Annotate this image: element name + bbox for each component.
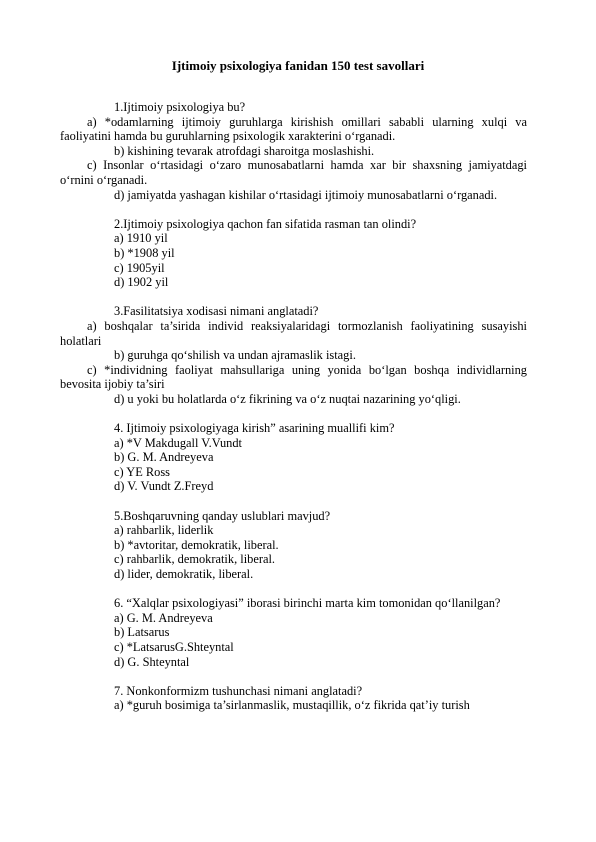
question-text: 2.Ijtimoiy psixologiya qachon fan sifatida rasman tan olindi?	[114, 216, 417, 231]
answer-option-d: d) G. Shteyntal	[114, 654, 190, 669]
answer-option-a: a) *odamlarning ijtimoiy guruhlarga kirishish omillari sababli ularning xulqi va faoliyatini hamda bu guruhlarning psixologik xarakterini o‘rganadi.	[60, 114, 527, 144]
answer-option-b: b) *1908 yil	[114, 245, 175, 260]
page-title: Ijtimoiy psixologiya fanidan 150 test savollari	[171, 58, 425, 73]
answer-option-c: c) *individning faoliyat mahsullariga uning yonida bo‘lgan boshqa individlarning bevosita ijobiy ta’siri	[60, 362, 527, 392]
question-list	[60, 100, 527, 728]
answer-option-a: a) boshqalar ta’sirida individ reaksiyalaridagi tormozlanish faoliyatining susayishi holatlari	[60, 318, 527, 348]
question-text: 6. “Xalqlar psixologiyasi” iborasi birinchi marta kim tomonidan qo‘llanilgan?	[114, 596, 501, 611]
answer-option-b: b) guruhga qo‘shilish va undan ajramaslik istagi.	[114, 348, 356, 363]
answer-option-a: a) 1910 yil	[114, 231, 168, 246]
answer-option-d: d) lider, demokratik, liberal.	[114, 567, 254, 581]
question-1	[60, 100, 527, 202]
answer-option-d: d) jamiyatda yashagan kishilar o‘rtasidagi ijtimoiy munosabatlarni o‘rganadi.	[114, 187, 498, 202]
answer-option-a: a) *V Makdugall V.Vundt	[114, 435, 242, 450]
question-6	[87, 596, 527, 669]
question-text: 4. Ijtimoiy psixologiyaga kirish” asarining muallifi kim?	[114, 421, 395, 436]
answer-option-a: a) *guruh bosimiga ta’sirlanmaslik, mustaqillik, o‘z fikrida qat’iy turish	[114, 698, 470, 713]
question-text: 1.Ijtimoiy psixologiya bu?	[114, 100, 246, 114]
answer-option-c: c) 1905yil	[114, 260, 165, 275]
answer-option-d: d) 1902 yil	[114, 275, 169, 290]
question-4	[87, 421, 527, 494]
answer-option-b: b) *avtoritar, demokratik, liberal.	[114, 537, 279, 552]
question-text: 7. Nonkonformizm tushunchasi nimani anglatadi?	[114, 683, 363, 698]
answer-option-b: b) Latsarus	[114, 625, 170, 640]
answer-option-c: c) rahbarlik, demokratik, liberal.	[114, 552, 276, 567]
answer-option-d: d) V. Vundt Z.Freyd	[114, 479, 214, 494]
answer-option-b: b) kishining tevarak atrofdagi sharoitga moslashishi.	[114, 143, 375, 158]
answer-option-d: d) u yoki bu holatlarda o‘z fikrining va o‘z nuqtai nazarining yo‘qligi.	[114, 391, 461, 406]
answer-option-c: c) YE Ross	[114, 464, 170, 479]
answer-option-a: a) rahbarlik, liderlik	[114, 523, 214, 538]
question-text: 3.Fasilitatsiya xodisasi nimani anglatadi?	[114, 304, 319, 319]
question-3	[60, 304, 527, 406]
answer-option-b: b) G. M. Andreyeva	[114, 450, 214, 465]
question-7	[87, 684, 527, 713]
answer-option-c: c) *LatsarusG.Shteyntal	[114, 639, 234, 654]
answer-option-c: c) Insonlar o‘rtasidagi o‘zaro munosabatlarni hamda xar bir shaxsning jamiyatdagi o‘rnini o‘rganadi.	[60, 158, 527, 187]
question-2	[87, 217, 527, 290]
answer-option-a: a) G. M. Andreyeva	[114, 610, 213, 625]
question-5	[87, 509, 527, 582]
question-text: 5.Boshqaruvning qanday uslublari mavjud?	[114, 508, 331, 523]
